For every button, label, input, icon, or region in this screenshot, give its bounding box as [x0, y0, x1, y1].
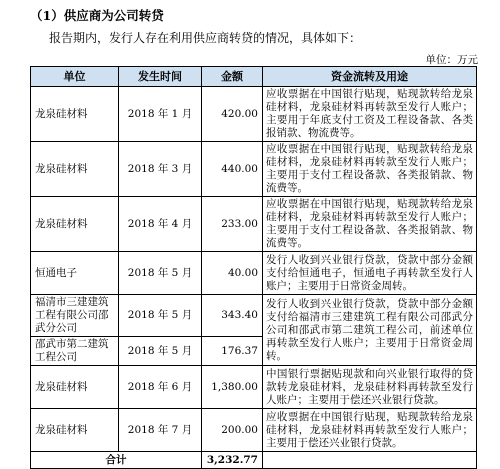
table-total-row [31, 452, 477, 469]
cell-unit: 龙泉硅材料 [31, 197, 119, 252]
cell-time: 2018 年 5 月 [119, 252, 202, 295]
table-row [31, 197, 477, 252]
unit-label: 单位：万元 [425, 54, 478, 66]
header-usage: 资金流转及用途 [263, 67, 477, 87]
cell-time: 2018 年 7 月 [119, 409, 202, 452]
table-row [31, 295, 477, 337]
cell-usage: 发行人收到兴业银行贷款，贷款中部分金额支付给福清市三建建筑工程有限公司邵武分公司和邵武市第二建筑工程公司，前述单位再转款至发行人账户；主要用于日常资金周转。 [263, 295, 477, 366]
cell-unit: 邵武市第二建筑工程公司 [31, 337, 119, 366]
cell-usage: 应收票据在中国银行贴现，贴现款转给龙泉硅材料，龙泉硅材料再转款至发行人账户；主要用于支付工程设备款、各类报销款、物流费等。 [263, 142, 477, 197]
cell-unit: 龙泉硅材料 [31, 142, 119, 197]
cell-unit: 龙泉硅材料 [31, 409, 119, 452]
cell-amount: 343.40 [202, 295, 263, 337]
cell-time: 2018 年 5 月 [119, 337, 202, 366]
cell-usage: 应收票据在中国银行贴现，贴现款转给龙泉硅材料，龙泉硅材料再转款至发行人账户；主要用于偿还兴业银行贷款。 [263, 409, 477, 452]
section-heading: （1）供应商为公司转贷 [30, 8, 164, 23]
cell-amount: 176.37 [202, 337, 263, 366]
total-label: 合计 [31, 452, 202, 469]
header-amount: 金额 [202, 67, 263, 87]
cell-unit: 龙泉硅材料 [31, 87, 119, 142]
cell-time: 2018 年 6 月 [119, 366, 202, 409]
cell-amount: 440.00 [202, 142, 263, 197]
cell-time: 2018 年 5 月 [119, 295, 202, 337]
cell-usage: 发行人收到兴业银行贷款，贷款中部分金额支付给恒通电子，恒通电子再转款至发行人账户；主要用于日常资金周转。 [263, 252, 477, 295]
table-row [31, 87, 477, 142]
cell-amount: 40.00 [202, 252, 263, 295]
cell-amount: 420.00 [202, 87, 263, 142]
table-row [31, 142, 477, 197]
cell-amount: 200.00 [202, 409, 263, 452]
cell-amount: 233.00 [202, 197, 263, 252]
cell-unit: 福清市三建建筑工程有限公司邵武分公司 [31, 295, 119, 337]
table-row [31, 409, 477, 452]
cell-amount: 1,380.00 [202, 366, 263, 409]
table-header-row [31, 67, 477, 87]
table-row [31, 252, 477, 295]
intro-paragraph: 报告期内，发行人存在利用供应商转贷的情况，具体如下： [49, 31, 362, 45]
total-amount: 3,232.77 [202, 452, 263, 469]
cell-unit: 恒通电子 [31, 252, 119, 295]
table-row [31, 366, 477, 409]
header-unit: 单位 [31, 67, 119, 87]
cell-usage: 应收票据在中国银行贴现，贴现款转给龙泉硅材料，龙泉硅材料再转款至发行人账户；主要用于年底支付工资及工程设备款、各类报销款、物流费等。 [263, 87, 477, 142]
cell-time: 2018 年 3 月 [119, 142, 202, 197]
cell-usage: 应收票据在中国银行贴现，贴现款转给龙泉硅材料，龙泉硅材料再转款至发行人账户；主要用于支付工程设备款、各类报销款、物流费等。 [263, 197, 477, 252]
cell-time: 2018 年 4 月 [119, 197, 202, 252]
header-time: 发生时间 [119, 67, 202, 87]
total-usage-empty [263, 452, 477, 469]
cell-unit: 龙泉硅材料 [31, 366, 119, 409]
cell-time: 2018 年 1 月 [119, 87, 202, 142]
cell-usage: 中国银行票据贴现款和向兴业银行取得的贷款转龙泉硅材料，龙泉硅材料再转款至发行人账户；主要用于偿还兴业银行贷款。 [263, 366, 477, 409]
transfer-loan-table [30, 66, 477, 469]
